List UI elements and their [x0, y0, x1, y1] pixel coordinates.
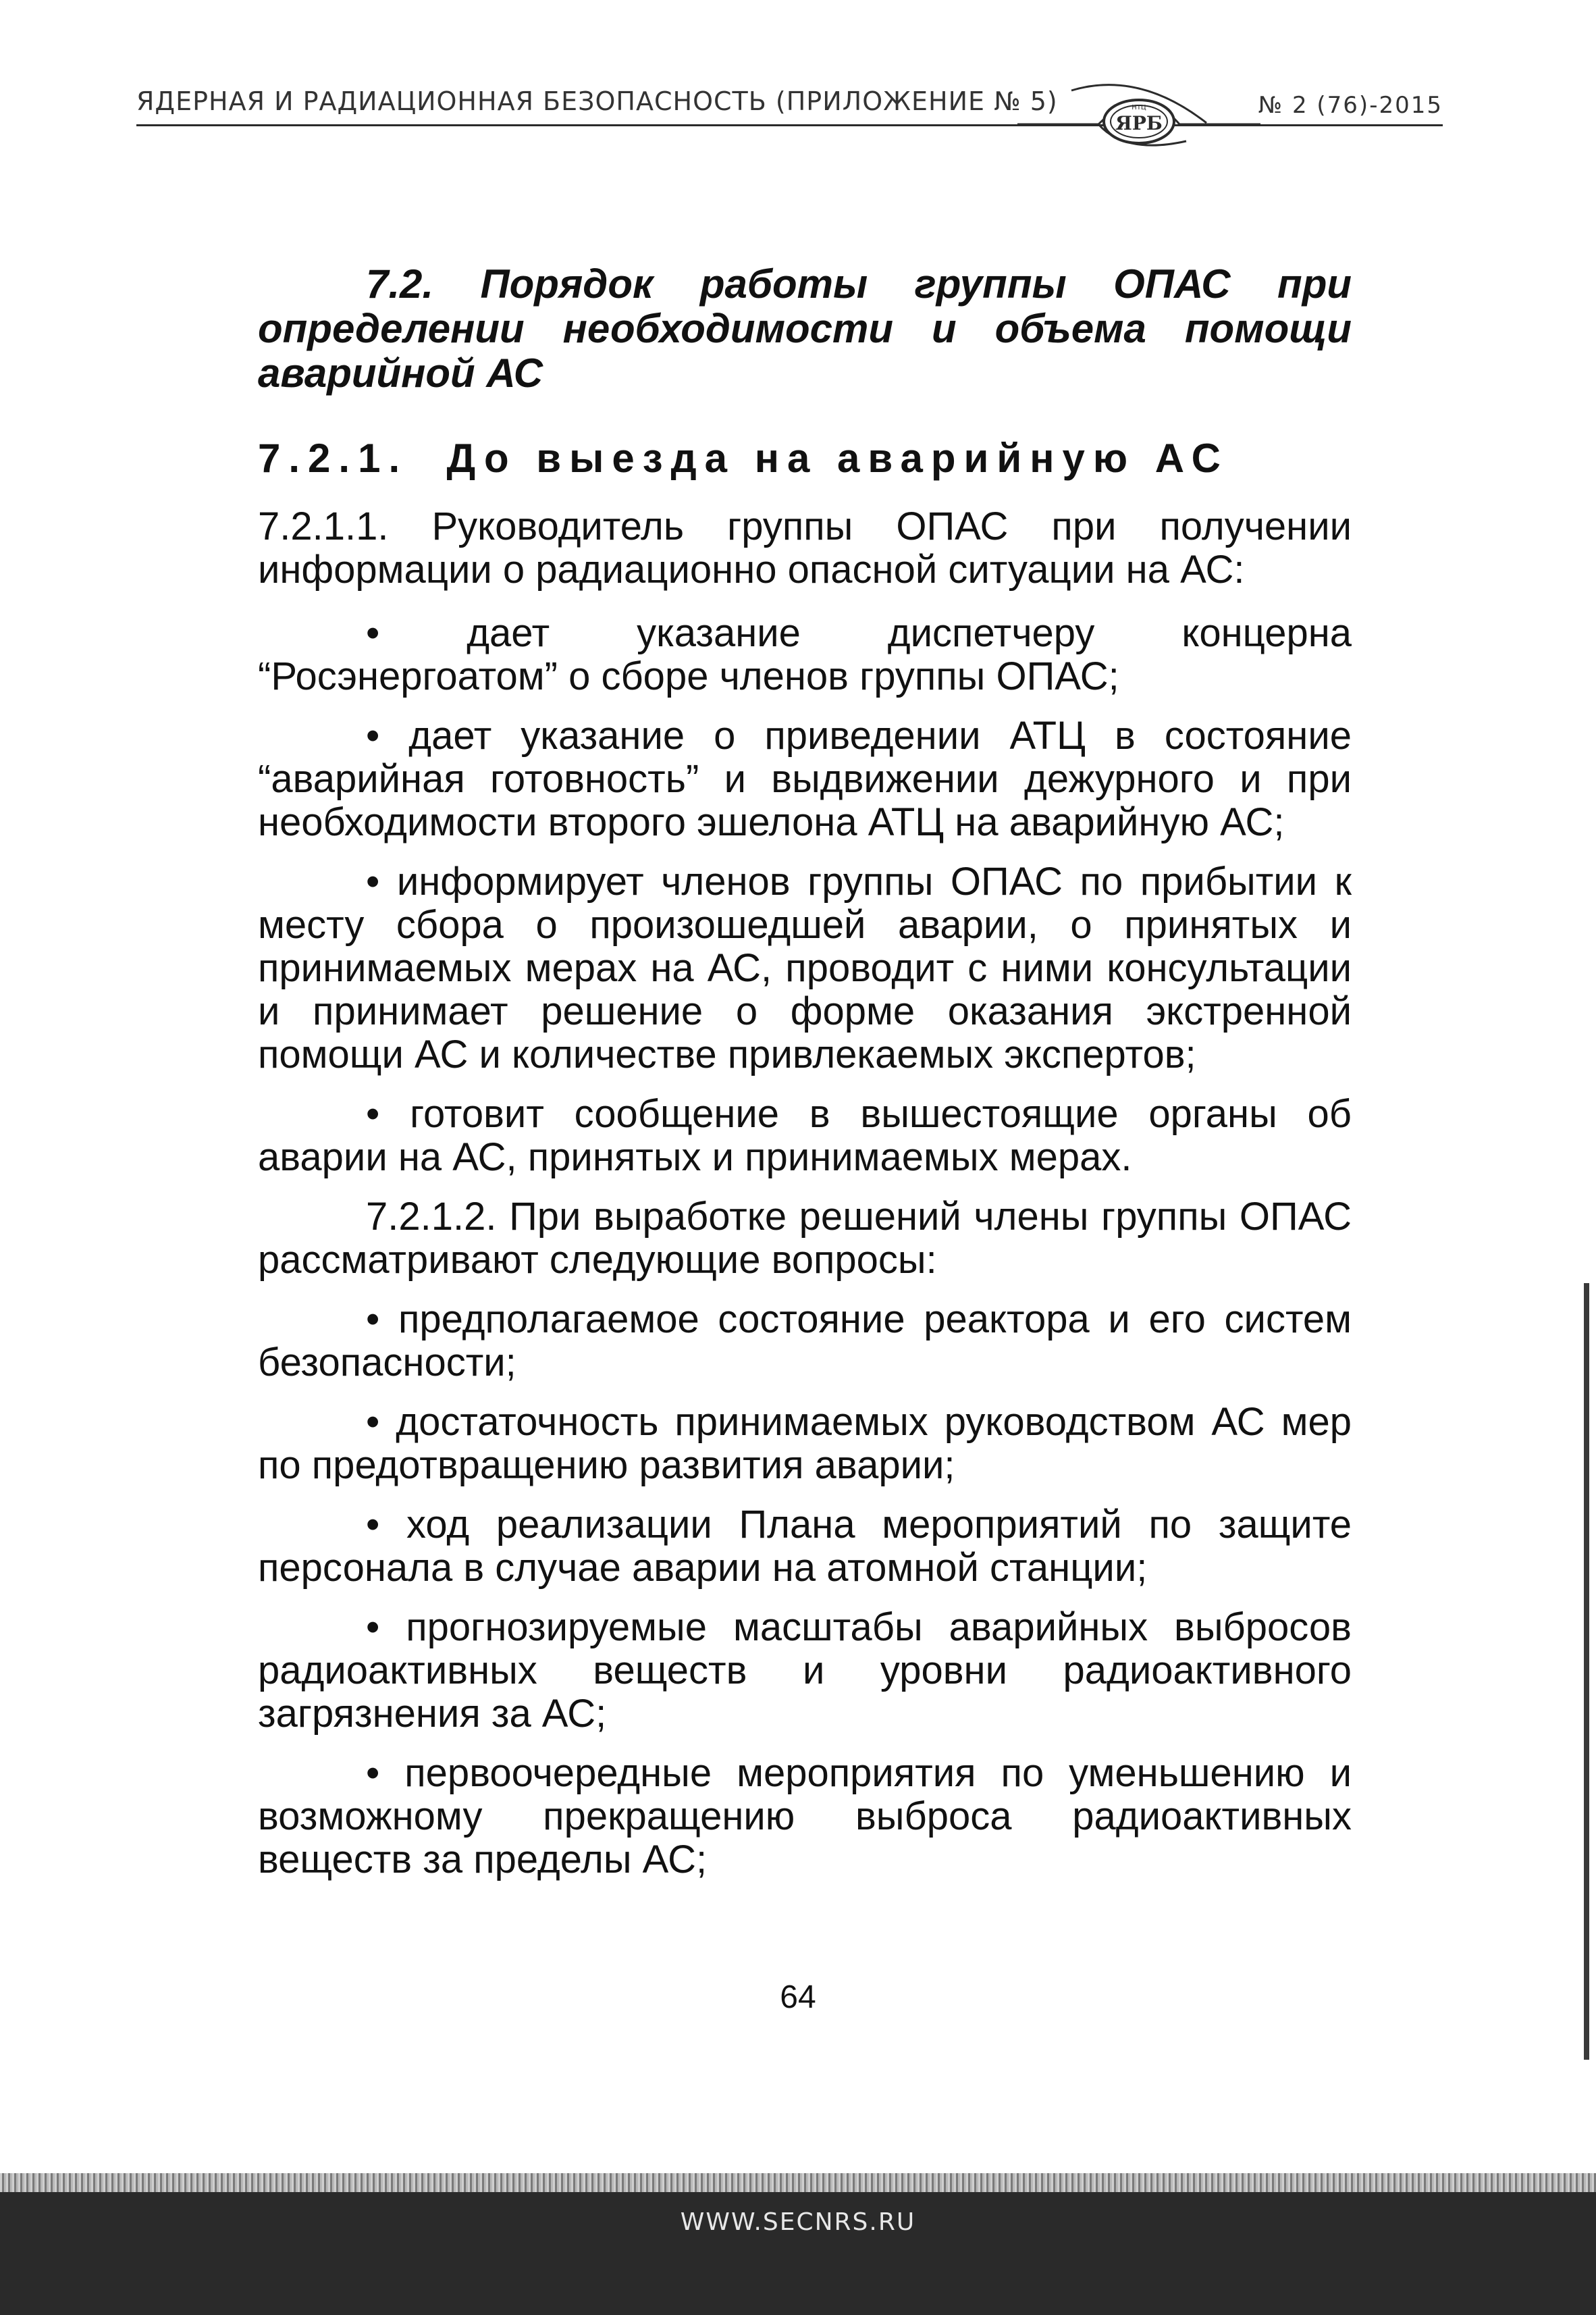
section-heading: 7.2. Порядок работы группы ОПАС при определении необходимости и объема помощи аварийной АС: [258, 261, 1352, 396]
bullet-item: • дает указание о приведении АТЦ в состояние “аварийная готовность” и выдвижении дежурного и при необходимости второго эшелона АТЦ на аварийную АС;: [258, 714, 1352, 844]
scan-edge: [1584, 1283, 1589, 2060]
bullet-item: • дает указание диспетчеру концерна “Росэнергоатом” о сборе членов группы ОПАС;: [258, 611, 1352, 698]
bullet-item: • первоочередные мероприятия по уменьшению и возможному прекращению выброса радиоактивных веществ за пределы АС;: [258, 1751, 1352, 1881]
journal-title: ЯДЕРНАЯ И РАДИАЦИОННАЯ БЕЗОПАСНОСТЬ (ПРИЛОЖЕНИЕ № 5): [136, 86, 1058, 116]
bullet-item: • достаточность принимаемых руководством АС мер по предотвращению развития аварии;: [258, 1400, 1352, 1487]
issue-number: № 2 (76)-2015: [1258, 92, 1443, 119]
bullet-item: • прогнозируемые масштабы аварийных выбросов радиоактивных веществ и уровни радиоактивного загрязнения за АС;: [258, 1605, 1352, 1736]
footer-url: WWW.SECNRS.RU: [680, 2208, 916, 2236]
footer-stripe: [0, 2173, 1596, 2192]
page-header: [136, 80, 1443, 154]
bullet-item: • ход реализации Плана мероприятий по защите персонала в случае аварии на атомной станции;: [258, 1503, 1352, 1590]
page-content: [258, 262, 1352, 1898]
journal-logo: [1017, 77, 1260, 158]
paragraph-7-2-1-2: 7.2.1.2. При выработке решений члены группы ОПАС рассматривают следующие вопросы:: [258, 1195, 1352, 1282]
page-number: 64: [780, 1979, 816, 2015]
subsection-number: 7.2.1.: [258, 436, 408, 481]
paragraph-7-2-1-1: 7.2.1.1. Руководитель группы ОПАС при получении информации о радиационно опасной ситуации на АС:: [258, 504, 1352, 592]
logo-small-text: НТЦ: [1132, 104, 1146, 111]
bullet-item: • информирует членов группы ОПАС по прибытии к месту сбора о произошедшей аварии, о принятых и принимаемых мерах на АС, проводит с ними консультации и принимает решение о форме оказания экстренной помощи АС и количестве привлекаемых экспертов;: [258, 860, 1352, 1076]
logo-text: ЯРБ: [1115, 112, 1163, 134]
subsection-title: До выезда на аварийную АС: [446, 436, 1229, 481]
page-footer: [0, 2173, 1596, 2315]
bullet-item: • готовит сообщение в вышестоящие органы об аварии на АС, принятых и принимаемых мерах.: [258, 1092, 1352, 1179]
bullet-item: • предполагаемое состояние реактора и его систем безопасности;: [258, 1297, 1352, 1384]
subsection-heading: [258, 436, 1352, 481]
